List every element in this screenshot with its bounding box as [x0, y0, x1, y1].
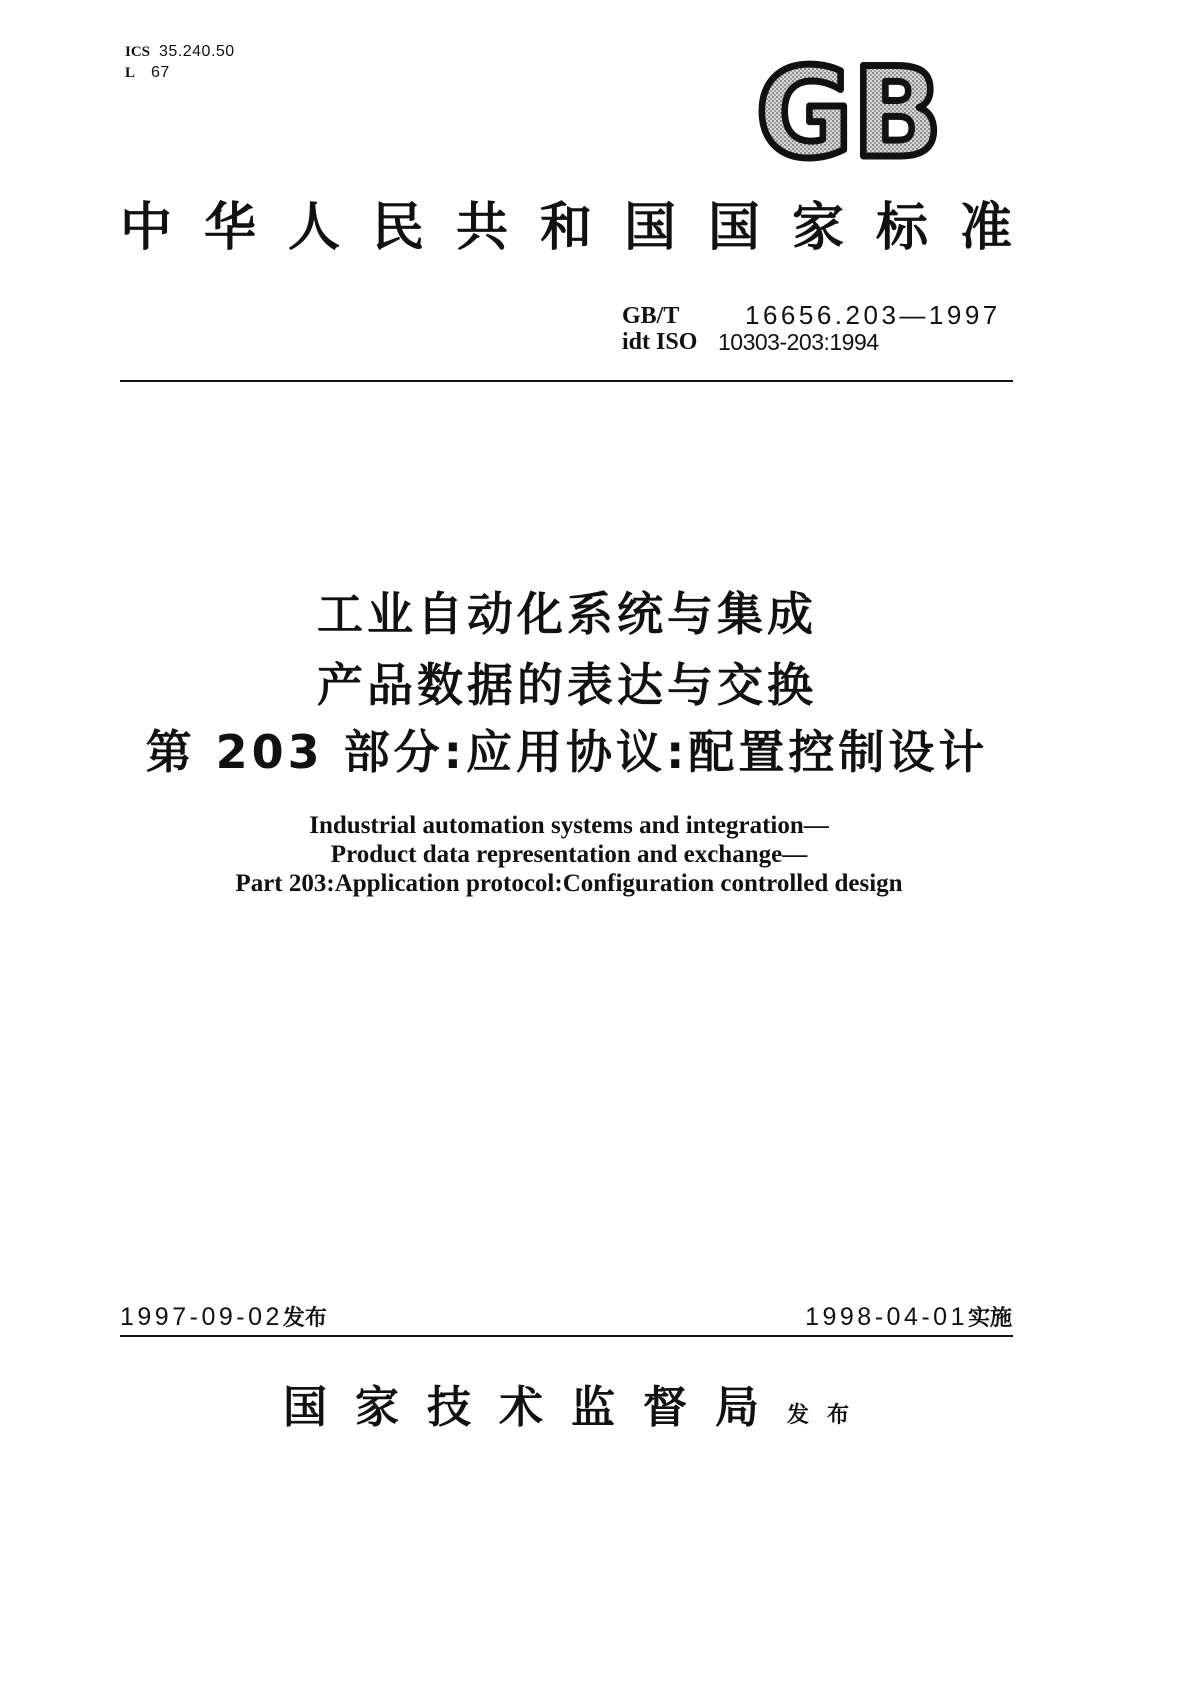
- gb-logo: [752, 56, 948, 164]
- standard-heading: 中华人民共和国国家标准: [120, 197, 1045, 258]
- standard-number: 16656.203—1997: [745, 300, 1001, 330]
- bottom-divider: [120, 1335, 1013, 1337]
- gb-logo-lettering: GB: [756, 56, 942, 164]
- issued-date: 1997-09-02: [120, 1303, 283, 1331]
- title-cn-line-2: 产品数据的表达与交换: [317, 658, 817, 712]
- top-divider: [120, 380, 1013, 382]
- ccs-label: L: [125, 65, 136, 81]
- ics-code: 35.240.50: [159, 43, 235, 60]
- title-en-line-1: Industrial automation systems and integration—: [309, 812, 829, 839]
- issued-label: 发布: [282, 1306, 327, 1331]
- effective-date-block: [600, 1302, 1012, 1336]
- idt-prefix: idt ISO: [622, 329, 698, 355]
- standard-prefix: GB/T: [622, 303, 680, 329]
- issued-date-block: [120, 1302, 327, 1336]
- ics-line: [125, 43, 235, 61]
- title-en-line-2: Product data representation and exchange—: [330, 841, 808, 868]
- ccs-line: [125, 64, 170, 82]
- publisher-label: 发布: [787, 1402, 868, 1428]
- publisher-name: 国家技术监督局: [283, 1382, 787, 1433]
- effective-label: 实施: [967, 1306, 1012, 1331]
- ccs-code: 67: [151, 64, 170, 81]
- title-cn-line-1: 工业自动化系统与集成: [317, 587, 817, 641]
- publisher-block: [283, 1382, 867, 1444]
- idt-number: 10303-203:1994: [718, 329, 879, 355]
- ics-label: ICS: [125, 44, 151, 60]
- title-cn-line-3: 第 203 部分:应用协议:配置控制设计: [145, 725, 989, 779]
- title-en-line-3: Part 203:Application protocol:Configuration controlled design: [235, 870, 903, 897]
- effective-date: 1998-04-01: [805, 1303, 968, 1331]
